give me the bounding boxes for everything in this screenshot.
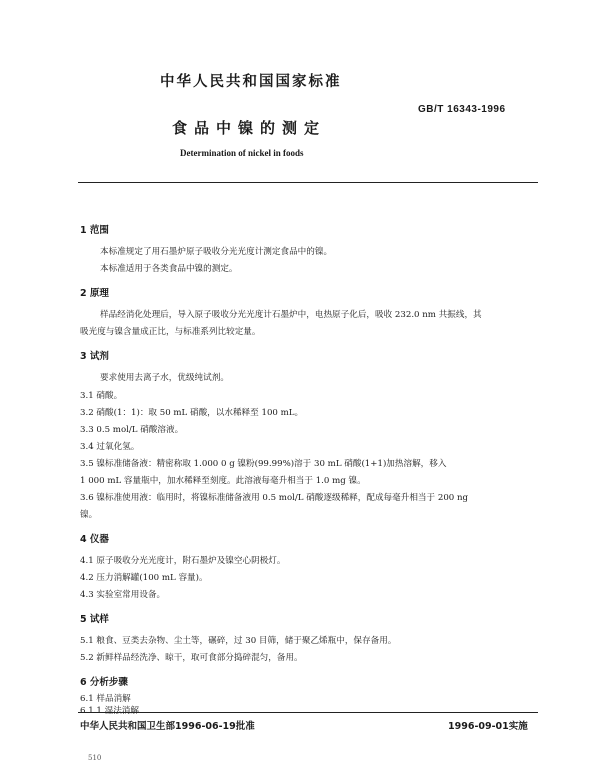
section-2-paragraph: 吸光度与镍含量成正比，与标准系列比较定量。 (80, 327, 261, 337)
header-divider (78, 182, 538, 183)
implementation-date: 1996-09-01实施 (448, 721, 528, 732)
reagent-item-continued: 1 000 mL 容量瓶中，加水稀释至刻度。此溶液每毫升相当于 1.0 mg 镍。 (80, 476, 366, 486)
section-1-paragraph: 本标准规定了用石墨炉原子吸收分光光度计测定食品中的镍。 (100, 247, 333, 257)
sample-item: 5.1 粮食、豆类去杂物、尘土等，碾碎，过 30 目筛，储于聚乙烯瓶中，保存备用。 (80, 636, 397, 646)
reagent-item: 3.1 硝酸。 (80, 391, 123, 401)
section-4-heading: 4 仪器 (80, 534, 109, 545)
instrument-item: 4.3 实验室常用设备。 (80, 590, 166, 600)
procedure-subitem: 6.1.1 湿法消解 (80, 706, 139, 716)
sample-item: 5.2 新鲜样品经洗净、晾干，取可食部分捣碎混匀，备用。 (80, 653, 303, 663)
footer-divider (78, 712, 538, 713)
document-title: 食品中镍的测定 (172, 119, 327, 137)
reagent-item: 3.3 0.5 mol/L 硝酸溶液。 (80, 425, 184, 435)
section-3-intro: 要求使用去离子水，优级纯试剂。 (100, 373, 229, 383)
section-3-heading: 3 试剂 (80, 351, 109, 362)
issuing-organization: 中华人民共和国国家标准 (160, 74, 342, 90)
reagent-item: 3.5 镍标准储备液：精密称取 1.000 0 g 镍粉(99.99%)溶于 30 mL 硝酸(1+1)加热溶解，移入 (80, 459, 447, 469)
instrument-item: 4.1 原子吸收分光光度计，附石墨炉及镍空心阴极灯。 (80, 556, 286, 566)
section-5-heading: 5 试样 (80, 614, 109, 625)
reagent-item: 3.6 镍标准使用液：临用时，将镍标准储备液用 0.5 mol/L 硝酸逐级稀释，配成每毫升相当于 200 ng (80, 493, 469, 503)
section-1-paragraph: 本标准适用于各类食品中镍的测定。 (100, 264, 238, 274)
standard-number: GB/T 16343-1996 (418, 104, 506, 115)
reagent-item: 3.2 硝酸(1：1)：取 50 mL 硝酸，以水稀释至 100 mL。 (80, 408, 304, 418)
document-title-english: Determination of nickel in foods (180, 148, 304, 158)
page-number: 510 (88, 754, 102, 762)
approval-date: 中华人民共和国卫生部1996-06-19批准 (80, 721, 255, 732)
section-6-heading: 6 分析步骤 (80, 677, 128, 688)
section-2-paragraph: 样品经消化处理后，导入原子吸收分光光度计石墨炉中，电热原子化后，吸收 232.0 nm 共振线，其 (100, 310, 482, 320)
instrument-item: 4.2 压力消解罐(100 mL 容量)。 (80, 573, 208, 583)
section-2-heading: 2 原理 (80, 288, 109, 299)
reagent-item-continued: 镍。 (80, 510, 98, 520)
reagent-item: 3.4 过氧化氢。 (80, 442, 140, 452)
section-1-heading: 1 范围 (80, 225, 109, 236)
procedure-item: 6.1 样品消解 (80, 694, 131, 704)
